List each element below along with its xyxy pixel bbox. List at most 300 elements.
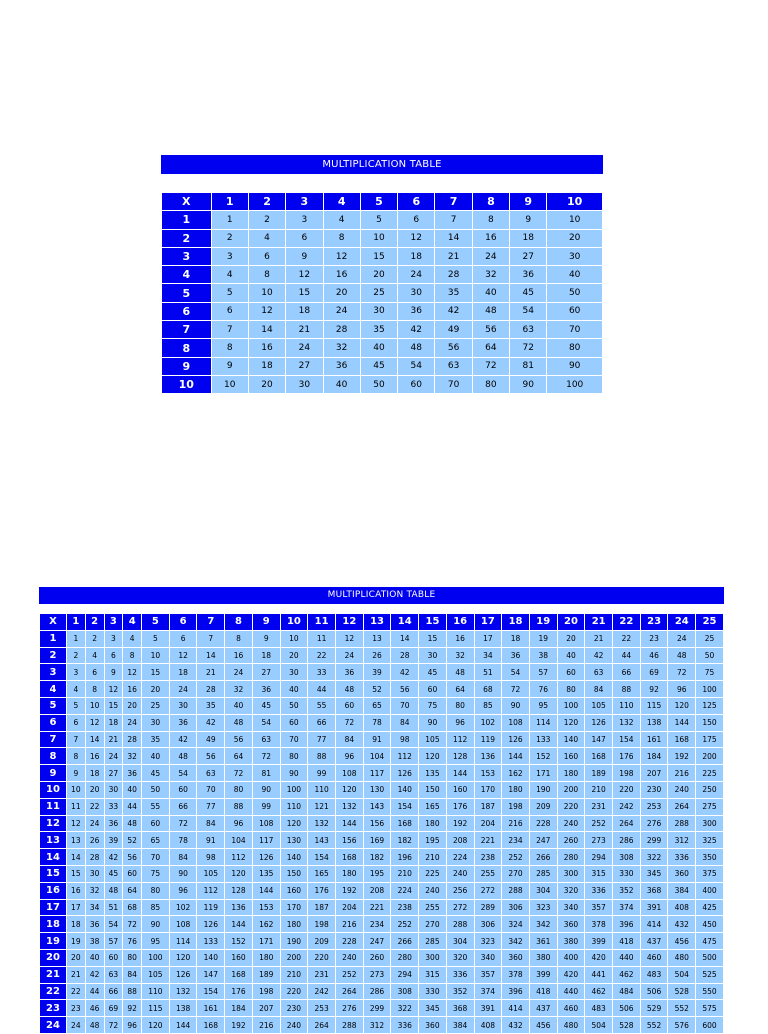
product-cell: 18 <box>253 648 280 664</box>
product-cell: 506 <box>641 984 668 1000</box>
row-header: 10 <box>40 782 66 798</box>
header-row <box>40 614 723 630</box>
product-cell: 70 <box>391 698 418 714</box>
table-row <box>40 664 723 680</box>
product-cell: 440 <box>613 950 640 966</box>
column-header: 8 <box>225 614 252 630</box>
product-cell: 90 <box>502 698 529 714</box>
product-cell: 126 <box>502 732 529 748</box>
product-cell: 320 <box>558 883 585 899</box>
product-cell: 275 <box>696 799 723 815</box>
table-row <box>40 950 723 966</box>
product-cell: 168 <box>336 849 363 865</box>
row-header: 24 <box>40 1017 66 1033</box>
product-cell: 8 <box>86 681 104 697</box>
product-cell: 91 <box>364 732 391 748</box>
row-header: 5 <box>40 698 66 714</box>
product-cell: 198 <box>502 799 529 815</box>
product-cell: 144 <box>447 765 474 781</box>
product-cell: 9 <box>105 664 123 680</box>
table-row <box>40 866 723 882</box>
column-header: 10 <box>547 193 602 210</box>
row-header: 13 <box>40 832 66 848</box>
product-cell: 180 <box>502 782 529 798</box>
product-cell: 216 <box>253 1017 280 1033</box>
product-cell: 225 <box>419 866 446 882</box>
row-header: 11 <box>40 799 66 815</box>
product-cell: 80 <box>123 950 141 966</box>
product-cell: 400 <box>696 883 723 899</box>
product-cell: 121 <box>308 799 335 815</box>
product-cell: 15 <box>142 664 169 680</box>
product-cell: 21 <box>197 664 224 680</box>
product-cell: 69 <box>641 664 668 680</box>
product-cell: 140 <box>281 849 308 865</box>
product-cell: 18 <box>502 631 529 647</box>
product-cell: 17 <box>475 631 502 647</box>
product-cell: 286 <box>613 832 640 848</box>
product-cell: 30 <box>419 648 446 664</box>
product-cell: 44 <box>86 984 104 1000</box>
product-cell: 552 <box>641 1017 668 1033</box>
product-cell: 16 <box>86 748 104 764</box>
product-cell: 32 <box>225 681 252 697</box>
product-cell: 120 <box>558 715 585 731</box>
product-cell: 32 <box>447 648 474 664</box>
product-cell: 36 <box>336 664 363 680</box>
product-cell: 42 <box>86 967 104 983</box>
product-cell: 48 <box>86 1017 104 1033</box>
product-cell: 70 <box>197 782 224 798</box>
product-cell: 504 <box>585 1017 612 1033</box>
product-cell: 30 <box>86 866 104 882</box>
product-cell: 18 <box>105 715 123 731</box>
product-cell: 195 <box>364 866 391 882</box>
column-header: 16 <box>447 614 474 630</box>
product-cell: 184 <box>225 1000 252 1016</box>
product-cell: 171 <box>253 933 280 949</box>
product-cell: 220 <box>281 984 308 1000</box>
product-cell: 90 <box>547 358 602 375</box>
product-cell: 42 <box>435 303 471 320</box>
product-cell: 1 <box>67 631 85 647</box>
product-cell: 80 <box>142 883 169 899</box>
column-header: 24 <box>668 614 695 630</box>
product-cell: 144 <box>668 715 695 731</box>
table-row <box>40 849 723 865</box>
product-cell: 175 <box>696 732 723 748</box>
product-cell: 308 <box>613 849 640 865</box>
product-cell: 96 <box>668 681 695 697</box>
product-cell: 120 <box>419 748 446 764</box>
product-cell: 28 <box>391 648 418 664</box>
product-cell: 49 <box>197 732 224 748</box>
product-cell: 437 <box>641 933 668 949</box>
product-cell: 14 <box>67 849 85 865</box>
product-cell: 340 <box>475 950 502 966</box>
product-cell: 299 <box>364 1000 391 1016</box>
product-cell: 264 <box>336 984 363 1000</box>
product-cell: 42 <box>197 715 224 731</box>
product-cell: 192 <box>225 1017 252 1033</box>
column-header: 25 <box>696 614 723 630</box>
product-cell: 112 <box>447 732 474 748</box>
product-cell: 5 <box>212 284 248 301</box>
product-cell: 374 <box>475 984 502 1000</box>
row-header: 19 <box>40 933 66 949</box>
product-cell: 12 <box>105 681 123 697</box>
row-header: 17 <box>40 900 66 916</box>
row-header: 23 <box>40 1000 66 1016</box>
product-cell: 10 <box>281 631 308 647</box>
product-cell: 36 <box>398 303 434 320</box>
product-cell: 3 <box>286 211 322 228</box>
product-cell: 48 <box>668 648 695 664</box>
product-cell: 228 <box>530 816 557 832</box>
table-row <box>40 1017 723 1033</box>
table-row <box>40 933 723 949</box>
product-cell: 294 <box>391 967 418 983</box>
product-cell: 308 <box>391 984 418 1000</box>
product-cell: 126 <box>197 916 224 932</box>
product-cell: 72 <box>225 765 252 781</box>
product-cell: 456 <box>530 1017 557 1033</box>
product-cell: 162 <box>502 765 529 781</box>
product-cell: 10 <box>361 230 397 247</box>
row-header: 12 <box>40 816 66 832</box>
product-cell: 30 <box>170 698 197 714</box>
product-cell: 36 <box>324 358 360 375</box>
product-cell: 6 <box>249 248 285 265</box>
product-cell: 437 <box>530 1000 557 1016</box>
product-cell: 420 <box>558 967 585 983</box>
product-cell: 209 <box>308 933 335 949</box>
product-cell: 115 <box>142 1000 169 1016</box>
product-cell: 207 <box>253 1000 280 1016</box>
product-cell: 345 <box>419 1000 446 1016</box>
row-header: 18 <box>40 916 66 932</box>
product-cell: 6 <box>67 715 85 731</box>
product-cell: 300 <box>558 866 585 882</box>
product-cell: 4 <box>123 631 141 647</box>
product-cell: 21 <box>105 732 123 748</box>
table-row <box>162 358 602 375</box>
product-cell: 80 <box>225 782 252 798</box>
product-cell: 40 <box>86 950 104 966</box>
product-cell: 66 <box>308 715 335 731</box>
product-cell: 45 <box>253 698 280 714</box>
product-cell: 294 <box>585 849 612 865</box>
product-cell: 27 <box>253 664 280 680</box>
product-cell: 60 <box>558 664 585 680</box>
product-cell: 63 <box>510 321 546 338</box>
table-row <box>40 967 723 983</box>
product-cell: 432 <box>502 1017 529 1033</box>
product-cell: 323 <box>530 900 557 916</box>
product-cell: 19 <box>67 933 85 949</box>
product-cell: 18 <box>398 248 434 265</box>
product-cell: 9 <box>253 631 280 647</box>
product-cell: 26 <box>364 648 391 664</box>
product-cell: 168 <box>668 732 695 748</box>
product-cell: 35 <box>361 321 397 338</box>
row-header: 3 <box>162 248 211 265</box>
product-cell: 182 <box>364 849 391 865</box>
product-cell: 50 <box>142 782 169 798</box>
product-cell: 64 <box>123 883 141 899</box>
product-cell: 18 <box>286 303 322 320</box>
table-title: MULTIPLICATION TABLE <box>161 155 603 174</box>
product-cell: 418 <box>530 984 557 1000</box>
product-cell: 45 <box>142 765 169 781</box>
product-cell: 264 <box>308 1017 335 1033</box>
table-row <box>40 984 723 1000</box>
product-cell: 286 <box>364 984 391 1000</box>
product-cell: 10 <box>86 698 104 714</box>
product-cell: 60 <box>398 376 434 393</box>
product-cell: 72 <box>123 916 141 932</box>
product-cell: 88 <box>123 984 141 1000</box>
product-cell: 8 <box>123 648 141 664</box>
product-cell: 36 <box>502 648 529 664</box>
product-cell: 231 <box>585 799 612 815</box>
product-cell: 60 <box>547 303 602 320</box>
product-cell: 42 <box>585 648 612 664</box>
product-cell: 255 <box>475 866 502 882</box>
product-cell: 600 <box>696 1017 723 1033</box>
product-cell: 168 <box>225 967 252 983</box>
product-cell: 24 <box>668 631 695 647</box>
product-cell: 20 <box>547 230 602 247</box>
product-cell: 117 <box>364 765 391 781</box>
product-cell: 81 <box>510 358 546 375</box>
product-cell: 8 <box>225 631 252 647</box>
product-cell: 304 <box>447 933 474 949</box>
product-cell: 204 <box>475 816 502 832</box>
table-row <box>162 321 602 338</box>
product-cell: 32 <box>473 266 509 283</box>
product-cell: 216 <box>668 765 695 781</box>
corner-cell: X <box>162 193 211 210</box>
product-cell: 230 <box>641 782 668 798</box>
product-cell: 28 <box>123 732 141 748</box>
column-header: 11 <box>308 614 335 630</box>
product-cell: 24 <box>473 248 509 265</box>
row-header: 5 <box>162 284 211 301</box>
product-cell: 165 <box>419 799 446 815</box>
product-cell: 192 <box>447 816 474 832</box>
product-cell: 242 <box>613 799 640 815</box>
product-cell: 384 <box>668 883 695 899</box>
product-cell: 130 <box>364 782 391 798</box>
product-cell: 240 <box>558 816 585 832</box>
product-cell: 10 <box>142 648 169 664</box>
product-cell: 15 <box>105 698 123 714</box>
product-cell: 176 <box>447 799 474 815</box>
column-header: 3 <box>286 193 322 210</box>
product-cell: 96 <box>336 748 363 764</box>
table-row <box>40 916 723 932</box>
product-cell: 8 <box>324 230 360 247</box>
product-cell: 72 <box>105 1017 123 1033</box>
product-cell: 414 <box>502 1000 529 1016</box>
column-header: 17 <box>475 614 502 630</box>
table-row <box>40 681 723 697</box>
product-cell: 357 <box>475 967 502 983</box>
table-row <box>40 765 723 781</box>
product-cell: 375 <box>696 866 723 882</box>
product-cell: 11 <box>308 631 335 647</box>
product-cell: 306 <box>475 916 502 932</box>
product-cell: 264 <box>613 816 640 832</box>
product-cell: 4 <box>212 266 248 283</box>
product-cell: 20 <box>361 266 397 283</box>
row-header: 6 <box>40 715 66 731</box>
product-cell: 168 <box>585 748 612 764</box>
product-cell: 180 <box>419 816 446 832</box>
product-cell: 45 <box>361 358 397 375</box>
product-cell: 112 <box>225 849 252 865</box>
column-header: 12 <box>336 614 363 630</box>
product-cell: 5 <box>361 211 397 228</box>
product-cell: 462 <box>585 984 612 1000</box>
product-cell: 84 <box>170 849 197 865</box>
product-cell: 54 <box>510 303 546 320</box>
product-cell: 357 <box>585 900 612 916</box>
product-cell: 110 <box>281 799 308 815</box>
product-cell: 198 <box>253 984 280 1000</box>
product-cell: 10 <box>547 211 602 228</box>
product-cell: 12 <box>398 230 434 247</box>
product-cell: 200 <box>558 782 585 798</box>
product-cell: 425 <box>696 900 723 916</box>
product-cell: 54 <box>502 664 529 680</box>
product-cell: 529 <box>641 1000 668 1016</box>
product-cell: 100 <box>547 376 602 393</box>
product-cell: 78 <box>364 715 391 731</box>
product-cell: 42 <box>398 321 434 338</box>
product-cell: 352 <box>613 883 640 899</box>
product-cell: 216 <box>336 916 363 932</box>
product-cell: 40 <box>558 648 585 664</box>
product-cell: 161 <box>641 732 668 748</box>
product-cell: 112 <box>197 883 224 899</box>
table-row <box>40 782 723 798</box>
product-cell: 133 <box>197 933 224 949</box>
product-cell: 30 <box>105 782 123 798</box>
product-cell: 80 <box>547 339 602 356</box>
product-cell: 192 <box>336 883 363 899</box>
product-cell: 4 <box>324 211 360 228</box>
product-cell: 272 <box>475 883 502 899</box>
product-cell: 126 <box>253 849 280 865</box>
product-cell: 144 <box>225 916 252 932</box>
product-cell: 85 <box>142 900 169 916</box>
product-cell: 210 <box>391 866 418 882</box>
product-cell: 20 <box>142 681 169 697</box>
product-cell: 126 <box>585 715 612 731</box>
product-cell: 66 <box>613 664 640 680</box>
table-row <box>162 266 602 283</box>
product-cell: 35 <box>142 732 169 748</box>
row-header: 20 <box>40 950 66 966</box>
product-cell: 81 <box>253 765 280 781</box>
product-cell: 500 <box>696 950 723 966</box>
product-cell: 289 <box>475 900 502 916</box>
product-cell: 12 <box>123 664 141 680</box>
product-cell: 24 <box>105 748 123 764</box>
product-cell: 336 <box>447 967 474 983</box>
product-cell: 84 <box>123 967 141 983</box>
column-header: 4 <box>123 614 141 630</box>
product-cell: 28 <box>324 321 360 338</box>
product-cell: 38 <box>86 933 104 949</box>
product-cell: 120 <box>170 950 197 966</box>
product-cell: 14 <box>249 321 285 338</box>
product-cell: 153 <box>475 765 502 781</box>
product-cell: 220 <box>558 799 585 815</box>
product-cell: 198 <box>613 765 640 781</box>
product-cell: 200 <box>281 950 308 966</box>
product-cell: 576 <box>668 1017 695 1033</box>
product-cell: 171 <box>530 765 557 781</box>
product-cell: 57 <box>105 933 123 949</box>
product-cell: 240 <box>419 883 446 899</box>
product-cell: 14 <box>86 732 104 748</box>
product-cell: 135 <box>253 866 280 882</box>
column-header: 1 <box>67 614 85 630</box>
product-cell: 176 <box>225 984 252 1000</box>
product-cell: 8 <box>473 211 509 228</box>
product-cell: 39 <box>105 832 123 848</box>
product-cell: 63 <box>253 732 280 748</box>
product-cell: 176 <box>613 748 640 764</box>
product-cell: 6 <box>398 211 434 228</box>
product-cell: 44 <box>123 799 141 815</box>
product-cell: 12 <box>249 303 285 320</box>
product-cell: 300 <box>419 950 446 966</box>
product-cell: 180 <box>253 950 280 966</box>
column-header: 13 <box>364 614 391 630</box>
row-header: 7 <box>40 732 66 748</box>
product-cell: 480 <box>558 1017 585 1033</box>
product-cell: 255 <box>419 900 446 916</box>
product-cell: 120 <box>281 816 308 832</box>
product-cell: 114 <box>530 715 557 731</box>
product-cell: 300 <box>696 816 723 832</box>
product-cell: 18 <box>86 765 104 781</box>
column-header: 5 <box>142 614 169 630</box>
product-cell: 198 <box>308 916 335 932</box>
product-cell: 119 <box>475 732 502 748</box>
product-cell: 90 <box>142 916 169 932</box>
product-cell: 80 <box>447 698 474 714</box>
product-cell: 32 <box>324 339 360 356</box>
product-cell: 247 <box>364 933 391 949</box>
product-cell: 336 <box>391 1017 418 1033</box>
product-cell: 24 <box>336 648 363 664</box>
product-cell: 180 <box>281 916 308 932</box>
product-cell: 108 <box>170 916 197 932</box>
row-header: 1 <box>40 631 66 647</box>
product-cell: 260 <box>558 832 585 848</box>
product-cell: 40 <box>547 266 602 283</box>
product-cell: 253 <box>641 799 668 815</box>
product-cell: 56 <box>391 681 418 697</box>
product-cell: 27 <box>286 358 322 375</box>
product-cell: 28 <box>86 849 104 865</box>
product-cell: 304 <box>530 883 557 899</box>
